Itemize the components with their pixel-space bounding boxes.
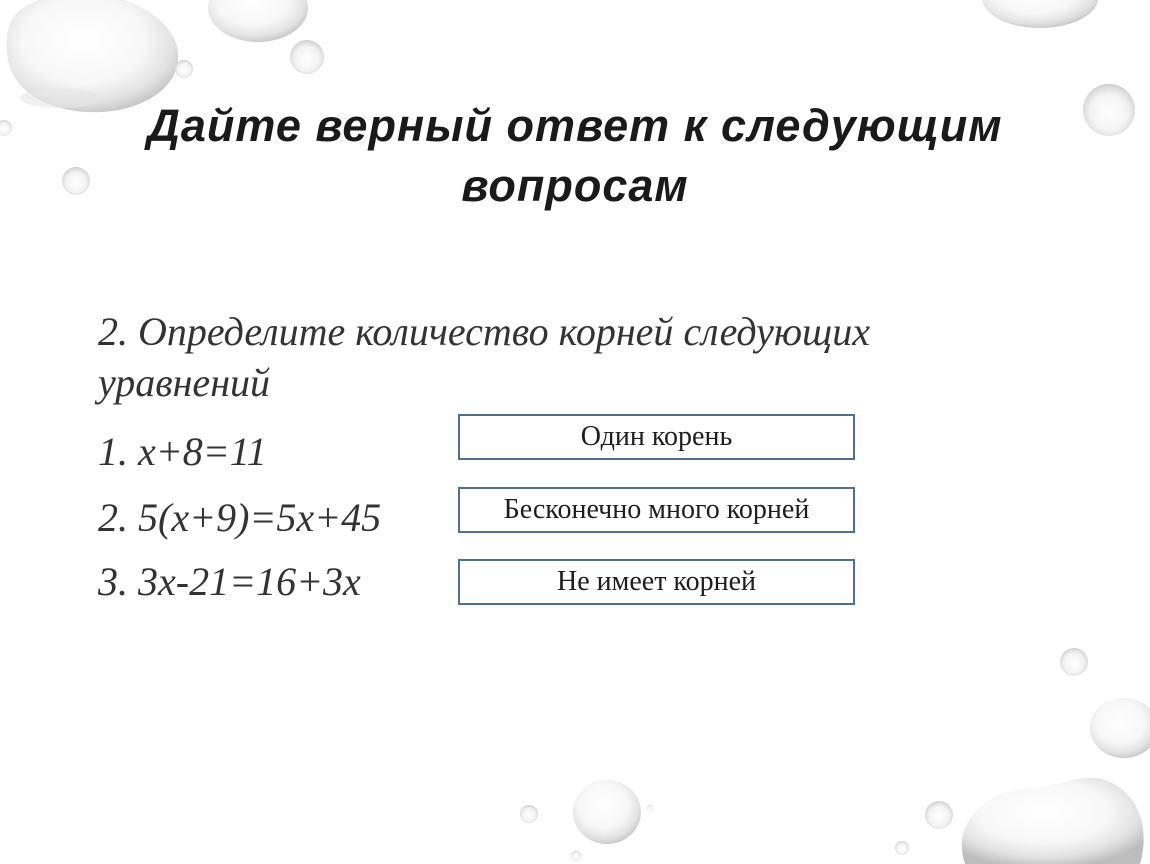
drop-left-edge <box>0 120 12 136</box>
answer-box-infinite-roots[interactable]: Бесконечно много корней <box>458 487 855 533</box>
drop-bottom-small-2 <box>895 841 909 855</box>
question-line-2: уравнений <box>98 360 271 405</box>
drop-small-2 <box>175 60 193 78</box>
drop-bottom-right-large <box>962 778 1144 864</box>
slide-title-line-1: Дайте верный ответ к следующим <box>147 100 1003 151</box>
question-text <box>98 306 998 408</box>
drop-bottom-center <box>573 780 641 844</box>
drop-top-right <box>982 0 1098 28</box>
drop-bottom-small-1 <box>925 801 953 829</box>
drop-bottom-tiny-3 <box>647 805 653 811</box>
drop-bottom-tiny-1 <box>520 805 538 823</box>
drop-left-mid <box>62 167 90 195</box>
drop-bottom-tiny-2 <box>571 851 581 861</box>
equation-3: 3. 3x-21=16+3x <box>98 559 361 604</box>
drop-top-center <box>208 0 308 42</box>
equation-2: 2. 5(x+9)=5x+45 <box>98 495 382 540</box>
question-line-1: 2. Определите количество корней следующих <box>98 309 870 354</box>
slide-title-line-2: вопросам <box>461 160 689 211</box>
answer-box-no-roots[interactable]: Не имеет корней <box>458 559 855 605</box>
drop-right-lower-small <box>1060 648 1088 676</box>
drop-right-upper <box>1083 84 1135 136</box>
drop-small-1 <box>290 40 324 74</box>
slide-title <box>130 96 1020 216</box>
equation-1: 1. x+8=11 <box>98 429 267 474</box>
answer-box-one-root[interactable]: Один корень <box>458 414 855 460</box>
drop-right-lower <box>1090 698 1150 758</box>
